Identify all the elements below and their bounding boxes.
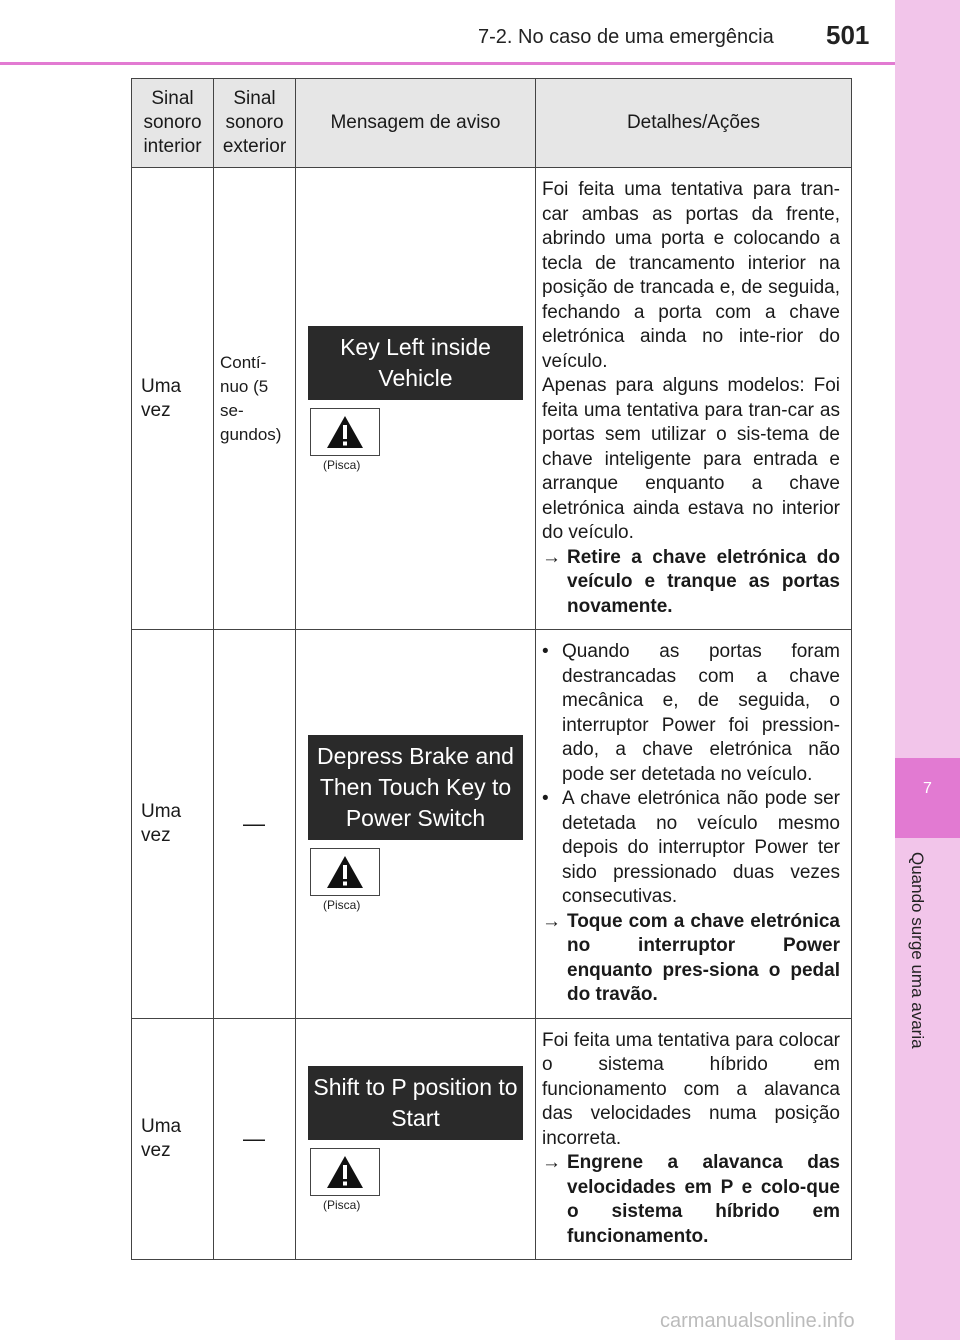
action-instruction (542, 910, 840, 1008)
details-cell (536, 630, 852, 1019)
warning-table (131, 78, 852, 1260)
chapter-label: Quando surge uma avaria (908, 852, 927, 1049)
table-row (132, 630, 852, 1019)
warning-icon (310, 408, 380, 456)
arrow-icon: → (542, 546, 561, 568)
bullet-text: Quando as portas foram destrancadas com a chave mecânica e, de seguida, o interruptor Power foi pression-ado, a chave eletrónica não pode ser detetada no veículo. (562, 641, 840, 785)
bullet-item (542, 787, 840, 910)
warning-message-cell (296, 168, 536, 630)
interior-buzzer-cell: Uma vez (132, 630, 214, 1019)
table-row (132, 168, 852, 630)
details-text: Foi feita uma tentativa para colocar o sistema híbrido em funcionamento com a alavanca das velocidades numa posição incorreta. (542, 1029, 840, 1149)
warning-message-cell (296, 1018, 536, 1260)
arrow-icon: → (542, 1152, 561, 1173)
warning-icon (310, 848, 380, 896)
display-message: Shift to P position to Start (308, 1066, 523, 1140)
watermark: carmanualsonline.info (660, 1310, 855, 1332)
interior-buzzer-cell: Uma vez (132, 1018, 214, 1260)
details-text-2: Apenas para alguns modelos: Foi feita uma tentativa para tran-car as portas sem utilizar o sis-tema de chave inteligente para entrada e arranque enquanto a chave eletrónica ainda estava no interior do veículo. (542, 375, 840, 543)
header-title: 7-2. No caso de uma emergência (478, 26, 774, 48)
bullet-text: A chave eletrónica não pode ser detetada no veículo mesmo depois do interruptor Power ter sido pressionado duas vezes consecutivas. (562, 788, 840, 907)
interior-buzzer-cell: Uma vez (132, 168, 214, 630)
table-header-row (132, 79, 852, 168)
table-row (132, 1018, 852, 1260)
blink-label: (Pisca) (323, 898, 361, 913)
action-instruction (542, 546, 840, 620)
blink-label: (Pisca) (323, 457, 361, 472)
action-text: Retire a chave eletrónica do veículo e tranque as portas novamente. (567, 546, 840, 617)
header-exterior-buzzer: Sinal sonoro exterior (214, 79, 296, 168)
page-number: 501 (826, 20, 870, 50)
details-cell (536, 1018, 852, 1260)
bullet-icon: • (542, 641, 549, 662)
blink-label: (Pisca) (323, 1197, 361, 1212)
exterior-buzzer-cell: — (214, 630, 296, 1019)
details-text: Foi feita uma tentativa para tran-car ambas as portas da frente, abrindo uma porta e colocando a tecla de trancamento interior na posição de trancada e, de seguida, fechando a porta com a chave eletrónica ainda no inte-rior do veículo. (542, 179, 840, 372)
bullet-item (542, 640, 840, 787)
details-cell (536, 168, 852, 630)
exterior-buzzer-cell: — (214, 1018, 296, 1260)
bullet-icon: • (542, 788, 549, 809)
warning-message-cell (296, 630, 536, 1019)
action-instruction (542, 1151, 840, 1249)
header-rule (0, 62, 895, 65)
warning-icon (310, 1148, 380, 1196)
exterior-buzzer-cell: Contí-nuo (5 se-gundos) (214, 168, 296, 630)
display-message: Key Left inside Vehicle (308, 326, 523, 400)
display-message: Depress Brake and Then Touch Key to Power Switch (308, 735, 523, 840)
arrow-icon: → (542, 910, 561, 932)
chapter-tab (895, 758, 960, 838)
header-details-actions: Detalhes/Ações (536, 79, 852, 168)
header-warning-message: Mensagem de aviso (296, 79, 536, 168)
header-interior-buzzer: Sinal sonoro interior (132, 79, 214, 168)
action-text: Engrene a alavanca das velocidades em P e colo-que o sistema híbrido em funcionamento. (567, 1152, 840, 1247)
chapter-number: 7 (923, 780, 932, 797)
action-text: Toque com a chave eletrónica no interruptor Power enquanto pres-siona o pedal do travão. (567, 910, 840, 1005)
